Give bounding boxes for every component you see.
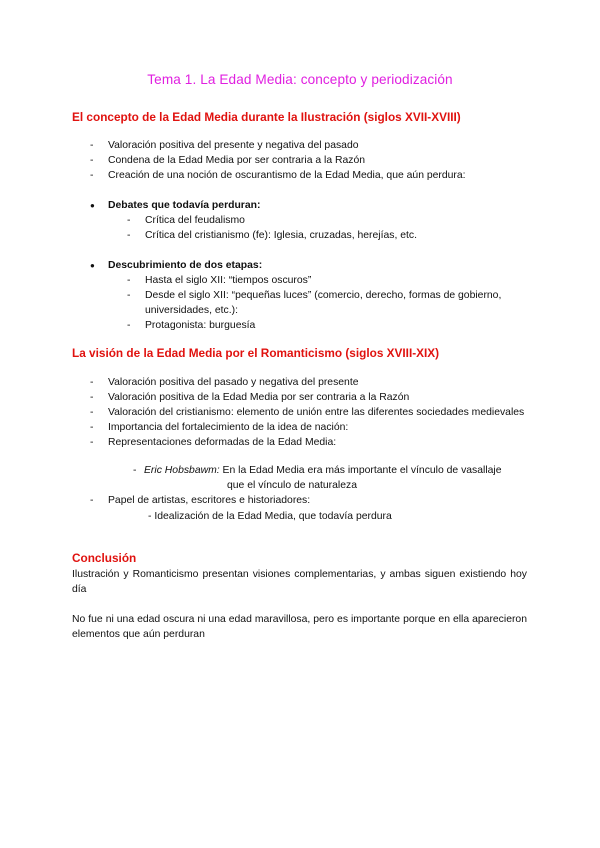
- section-heading-romanticismo: La visión de la Edad Media por el Romanticismo (siglos XVIII-XIX): [72, 346, 440, 360]
- etapas-label: ● Descubrimiento de dos etapas:: [108, 258, 262, 273]
- romanticismo-list-last: [0, 493, 528, 508]
- list-item: - Crítica del cristianismo (fe): Iglesia, cruzadas, herejías, etc.: [0, 228, 530, 243]
- list-item: - Hasta el siglo XII: “tiempos oscuros”: [0, 273, 530, 288]
- list-item: - Protagonista: burguesía: [0, 318, 530, 333]
- list-item: - Valoración positiva de la Edad Media por ser contraria a la Razón: [0, 390, 528, 405]
- list-item: - Creación de una noción de oscurantismo de la Edad Media, que aún perdura:: [0, 168, 528, 183]
- hobsbawm-line1: En la Edad Media era más importante el vínculo de vasallaje: [219, 465, 502, 476]
- list-item: - Valoración positiva del pasado y negativa del presente: [0, 375, 528, 390]
- hobsbawm-line2: que el vínculo de naturaleza: [227, 480, 357, 491]
- list-item: - Importancia del fortalecimiento de la idea de nación:: [0, 420, 528, 435]
- list-item: - Representaciones deformadas de la Edad Media:: [0, 435, 528, 450]
- page-title: Tema 1. La Edad Media: concepto y periodización: [147, 72, 453, 87]
- list-item: - Condena de la Edad Media por ser contraria a la Razón: [0, 153, 528, 168]
- conclusion-paragraph-2: No fue ni una edad oscura ni una edad maravillosa, pero es importante porque en ella aparecieron elementos que aún perduran: [72, 614, 527, 640]
- ilustracion-list: [0, 138, 528, 183]
- conclusion-paragraph-1: Ilustración y Romanticismo presentan visiones complementarias, y ambas siguen existiendo hoy día: [72, 569, 527, 595]
- debates-label: ● Debates que todavía perduran:: [108, 198, 260, 213]
- list-item: - Valoración positiva del presente y negativa del pasado: [0, 138, 528, 153]
- etapas-list: [0, 273, 530, 333]
- conclusion-heading: Conclusión: [72, 551, 137, 565]
- hobsbawm-author: Eric Hobsbawm:: [144, 465, 220, 476]
- list-item: - Desde el siglo XII: “pequeñas luces” (comercio, derecho, formas de gobierno, universidades, etc.):: [0, 288, 530, 318]
- romanticismo-list: [0, 375, 528, 450]
- list-item: - Papel de artistas, escritores e historiadores:: [0, 493, 528, 508]
- hobsbawm-quote: - Eric Hobsbawm: En la Edad Media era más importante el vínculo de vasallaje que el vínculo de naturaleza: [0, 463, 600, 493]
- list-item: - Crítica del feudalismo: [0, 213, 530, 228]
- section-heading-ilustracion: El concepto de la Edad Media durante la Ilustración (siglos XVII-XVIII): [72, 110, 461, 124]
- list-item: - Valoración del cristianismo: elemento de unión entre las diferentes sociedades medievales: [0, 405, 528, 420]
- debates-list: [0, 213, 530, 243]
- idealizacion-item: - Idealización de la Edad Media, que todavía perdura: [148, 511, 392, 522]
